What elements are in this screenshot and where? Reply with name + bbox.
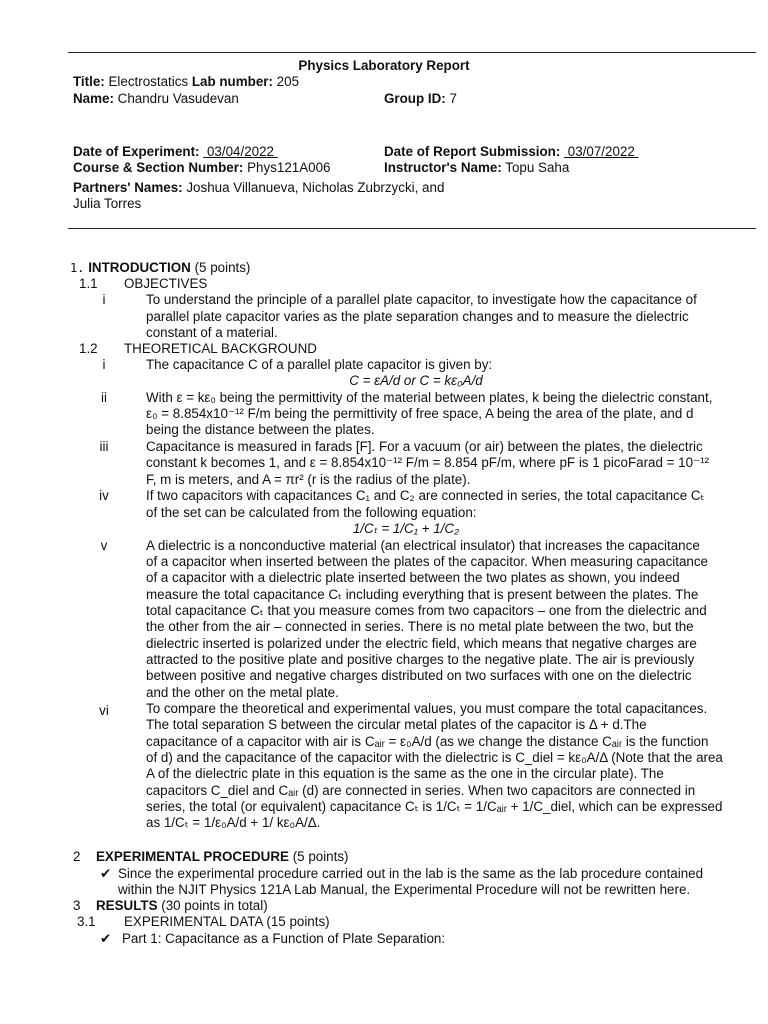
theory-vi-line-4: of d) and the capacitance of the capacitor with the dielectric is C_diel = kε₀A/Δ (Note that the area (146, 750, 723, 765)
partners-line (73, 180, 444, 196)
checkmark-icon: ✔ (100, 931, 112, 946)
theory-v-line-7: dielectric inserted is polarized under the electric field, which means that negative charges are (146, 636, 697, 651)
results-heading (96, 898, 268, 914)
title-label: Title: (73, 74, 105, 89)
results-title: RESULTS (96, 898, 158, 913)
theory-ii-line-2: ε₀ = 8.854x10⁻¹² F/m being the permittivity of free space, A being the area of the plate, and d (146, 406, 694, 421)
theory-v-line-10: and the other on the metal plate. (146, 685, 339, 700)
theory-v-line-4: measure the total capacitance Cₜ including everything that is present between the plates. The (146, 587, 699, 602)
theory-v-line-2: of a capacitor when inserted between the plates of the capacitor. When measuring capacitance (146, 554, 709, 569)
theory-vi-number: vi (99, 703, 109, 718)
theory-vi-line-3: capacitance of a capacitor with air is Cₐᵢᵣ = ε₀A/d (as we change the distance Cₐᵢᵣ is the function (146, 734, 709, 749)
theory-iv-line-1: If two capacitors with capacitances C₁ and C₂ are connected in series, the total capacitance Cₜ (146, 488, 705, 503)
course-value: Phys121A006 (247, 160, 331, 175)
theory-iv-equation: 1/Cₜ = 1/C₁ + 1/C₂ (352, 521, 460, 536)
part-1-title: Part 1: Capacitance as a Function of Plate Separation: (122, 931, 446, 946)
procedure-number: 2 (73, 849, 81, 864)
checkmark-icon: ✔ (100, 866, 112, 881)
theory-i-number: i (102, 357, 106, 372)
group-line (384, 91, 457, 107)
theory-vi-line-5: A of the dielectric plate in this equation is the same as the one in the circular plate). The (146, 766, 664, 781)
name-label: Name: (73, 91, 114, 106)
theory-v-line-5: total capacitance Cₜ that you measure comes from two capacitors – one from the dielectric and (146, 603, 707, 618)
theory-v-line-9: between positive and negative charges distributed on two surfaces with one on the dielectric (146, 668, 692, 683)
objective-i-number: i (102, 292, 106, 307)
theory-v-number: v (100, 538, 108, 553)
theory-iii-line-1: Capacitance is measured in farads [F]. For a vacuum (or air) between the plates, the dielectric (146, 439, 703, 454)
theory-vi-line-1: To compare the theoretical and experimental values, you must compare the total capacitances. (146, 701, 708, 716)
name-value: Chandru Vasudevan (117, 91, 239, 106)
intro-points: (5 points) (194, 260, 251, 275)
title-value: Electrostatics (108, 74, 189, 89)
theory-iv-number: iv (99, 488, 109, 503)
objective-i-line-1: To understand the principle of a parallel plate capacitor, to investigate how the capacitance of (146, 292, 697, 307)
theory-vi-line-2: The total separation S between the circular metal plates of the capacitor is Δ + d.The (146, 717, 647, 732)
partners-value-2: Julia Torres (73, 196, 142, 211)
theory-i-line-1: The capacitance C of a parallel plate capacitor is given by: (146, 357, 493, 372)
section-3-1-number: 3.1 (77, 914, 96, 929)
date-submission-value: 03/07/2022 (567, 144, 635, 159)
theory-v-line-6: the other from the air – connected in series. There is no metal plate between the two, but the (146, 619, 694, 634)
instructor-line (384, 160, 569, 176)
intro-number: 1. (70, 261, 85, 275)
procedure-line-2: within the NJIT Physics 121A Lab Manual, the Experimental Procedure will not be rewritten here. (118, 882, 691, 897)
procedure-points: (5 points) (292, 849, 349, 864)
theory-vi-line-7: series, the total (or equivalent) capacitance Cₜ is 1/Cₜ = 1/Cₐᵢᵣ + 1/C_diel, which can be expressed (146, 799, 723, 814)
objective-i-line-2: parallel plate capacitor varies as the plate separation changes and to measure the dielectric (146, 309, 689, 324)
theory-i-equation: C = εA/d or C = kε₀A/d (349, 373, 483, 388)
course-line (73, 160, 331, 176)
intro-title: INTRODUCTION (88, 260, 191, 275)
results-number: 3 (73, 898, 81, 913)
theory-vi-line-8: as 1/Cₜ = 1/ε₀A/d + 1/ kε₀A/Δ. (146, 815, 321, 830)
theory-iii-line-2: constant k becomes 1, and ε = 8.854x10⁻¹² F/m = 8.854 pF/m, where pF is 1 picoFarad = 10⁻¹² (146, 455, 710, 470)
theory-v-line-8: attracted to the positive plate and positive charges to the negative plate. The air is previously (146, 652, 695, 667)
section-1-2-title: THEORETICAL BACKGROUND (124, 341, 317, 356)
date-experiment-value: 03/04/2022 (206, 144, 274, 159)
theory-iii-line-3: F, m is meters, and A = πr² (r is the radius of the plate). (146, 472, 471, 487)
section-3-1-title: EXPERIMENTAL DATA (15 points) (124, 914, 330, 929)
procedure-heading (96, 849, 349, 865)
title-line (73, 74, 299, 90)
results-points: (30 points in total) (161, 898, 268, 913)
group-label: Group ID: (384, 91, 446, 106)
course-label: Course & Section Number: (73, 160, 244, 175)
partners-label: Partners' Names: (73, 180, 183, 195)
section-1-1-title: OBJECTIVES (124, 276, 208, 291)
theory-ii-line-3: being the distance between the plates. (146, 422, 375, 437)
date-experiment-line (73, 144, 278, 160)
theory-vi-line-6: capacitors C_diel and Cₐᵢᵣ (d) are connected in series. When two capacitors are connected in (146, 783, 696, 798)
top-rule (68, 52, 756, 53)
section-1-1-number: 1.1 (79, 276, 98, 291)
theory-ii-line-1: With ε = kε₀ being the permittivity of the material between plates, k being the dielectric constant, (146, 390, 713, 405)
lab-number-label: Lab number: (191, 74, 273, 89)
date-submission-line (384, 144, 639, 160)
theory-iii-number: iii (99, 439, 109, 454)
instructor-label: Instructor's Name: (384, 160, 502, 175)
intro-heading (70, 260, 250, 276)
section-1-2-number: 1.2 (79, 341, 98, 356)
theory-ii-number: ii (101, 390, 107, 405)
date-experiment-label: Date of Experiment: (73, 144, 200, 159)
theory-v-line-1: A dielectric is a nonconductive material (an electrical insulator) that increases the capacitance (146, 538, 700, 553)
date-submission-label: Date of Report Submission: (384, 144, 561, 159)
partners-value: Joshua Villanueva, Nicholas Zubrzycki, and (186, 180, 445, 195)
procedure-title: EXPERIMENTAL PROCEDURE (96, 849, 289, 864)
name-line (73, 91, 239, 107)
instructor-value: Topu Saha (505, 160, 570, 175)
theory-v-line-3: of a capacitor with a dielectric plate inserted between the two plates as shown, you indeed (146, 570, 680, 585)
group-value: 7 (449, 91, 457, 106)
report-title: Physics Laboratory Report (298, 58, 470, 73)
lab-number-value: 205 (276, 74, 300, 89)
theory-iv-line-2: of the set can be calculated from the following equation: (146, 505, 477, 520)
procedure-line-1: Since the experimental procedure carried out in the lab is the same as the lab procedure contained (118, 866, 704, 881)
header-bottom-rule (68, 228, 756, 229)
objective-i-line-3: constant of a material. (146, 325, 278, 340)
